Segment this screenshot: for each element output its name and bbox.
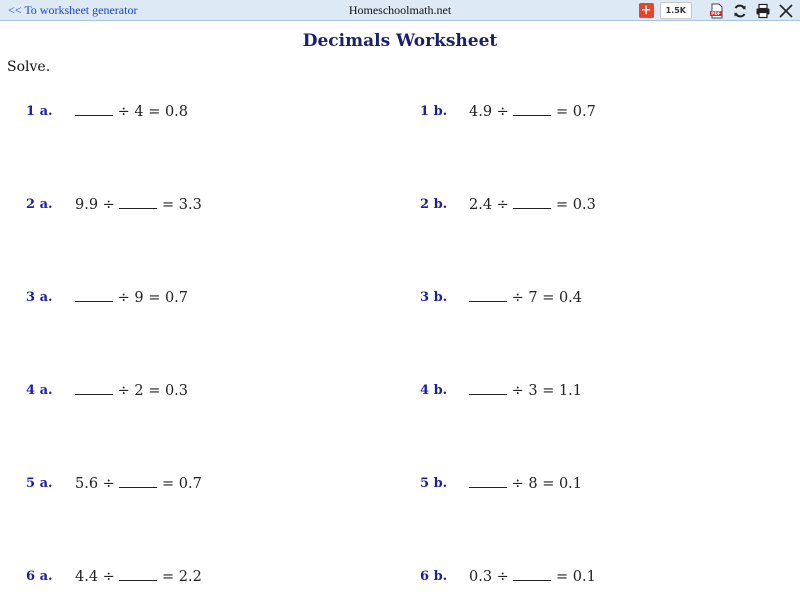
problem-expression: ÷ 8 = 0.1 xyxy=(469,475,582,492)
problem-number: 5 b. xyxy=(420,476,448,491)
share-count-badge[interactable]: 1.5K xyxy=(660,2,692,19)
answer-blank[interactable] xyxy=(469,289,507,302)
problem-number: 6 b. xyxy=(420,569,448,584)
site-name: Homeschoolmath.net xyxy=(348,3,452,17)
toolbar xyxy=(639,2,794,19)
answer-blank[interactable] xyxy=(469,475,507,488)
answer-blank[interactable] xyxy=(513,196,551,209)
problem-number: 6 a. xyxy=(26,569,53,584)
print-icon[interactable] xyxy=(754,2,771,19)
problem-expression: 4.9 ÷ = 0.7 xyxy=(469,104,596,120)
problem-number: 4 b. xyxy=(420,383,448,398)
problem-number: 3 b. xyxy=(420,290,448,305)
problem-number: 3 a. xyxy=(26,290,53,305)
problem-expression: 5.6 ÷ = 0.7 xyxy=(75,476,202,492)
problem-expression: 4.4 ÷ = 2.2 xyxy=(75,569,202,585)
answer-blank[interactable] xyxy=(469,382,507,395)
problem-expression: ÷ 2 = 0.3 xyxy=(75,382,188,399)
problem-expression: 2.4 ÷ = 0.3 xyxy=(469,197,596,213)
problem-expression: ÷ 3 = 1.1 xyxy=(469,382,582,399)
problem-expression: ÷ 4 = 0.8 xyxy=(75,103,188,120)
refresh-icon[interactable] xyxy=(731,2,748,19)
back-to-generator-link[interactable]: << To worksheet generator xyxy=(8,3,138,17)
answer-blank[interactable] xyxy=(119,196,157,209)
problem-expression: 9.9 ÷ = 3.3 xyxy=(75,197,202,213)
problem-expression: ÷ 7 = 0.4 xyxy=(469,289,582,306)
svg-text:PDF: PDF xyxy=(710,10,721,16)
pdf-icon[interactable] xyxy=(708,2,725,19)
answer-blank[interactable] xyxy=(513,103,551,116)
top-bar xyxy=(0,0,800,21)
answer-blank[interactable] xyxy=(75,103,113,116)
problem-number: 4 a. xyxy=(26,383,53,398)
worksheet-title: Decimals Worksheet xyxy=(302,31,498,51)
answer-blank[interactable] xyxy=(75,289,113,302)
answer-blank[interactable] xyxy=(119,568,157,581)
problem-number: 1 b. xyxy=(420,104,448,119)
problem-number: 5 a. xyxy=(26,476,53,491)
problem-number: 2 a. xyxy=(26,197,53,212)
answer-blank[interactable] xyxy=(75,382,113,395)
problem-number: 1 a. xyxy=(26,104,53,119)
answer-blank[interactable] xyxy=(119,475,157,488)
close-icon[interactable] xyxy=(777,2,794,19)
plus-icon[interactable]: + xyxy=(639,3,654,18)
problem-expression: ÷ 9 = 0.7 xyxy=(75,289,188,306)
problem-expression: 0.3 ÷ = 0.1 xyxy=(469,569,596,585)
problem-number: 2 b. xyxy=(420,197,448,212)
answer-blank[interactable] xyxy=(513,568,551,581)
instruction-text: Solve. xyxy=(7,59,51,75)
